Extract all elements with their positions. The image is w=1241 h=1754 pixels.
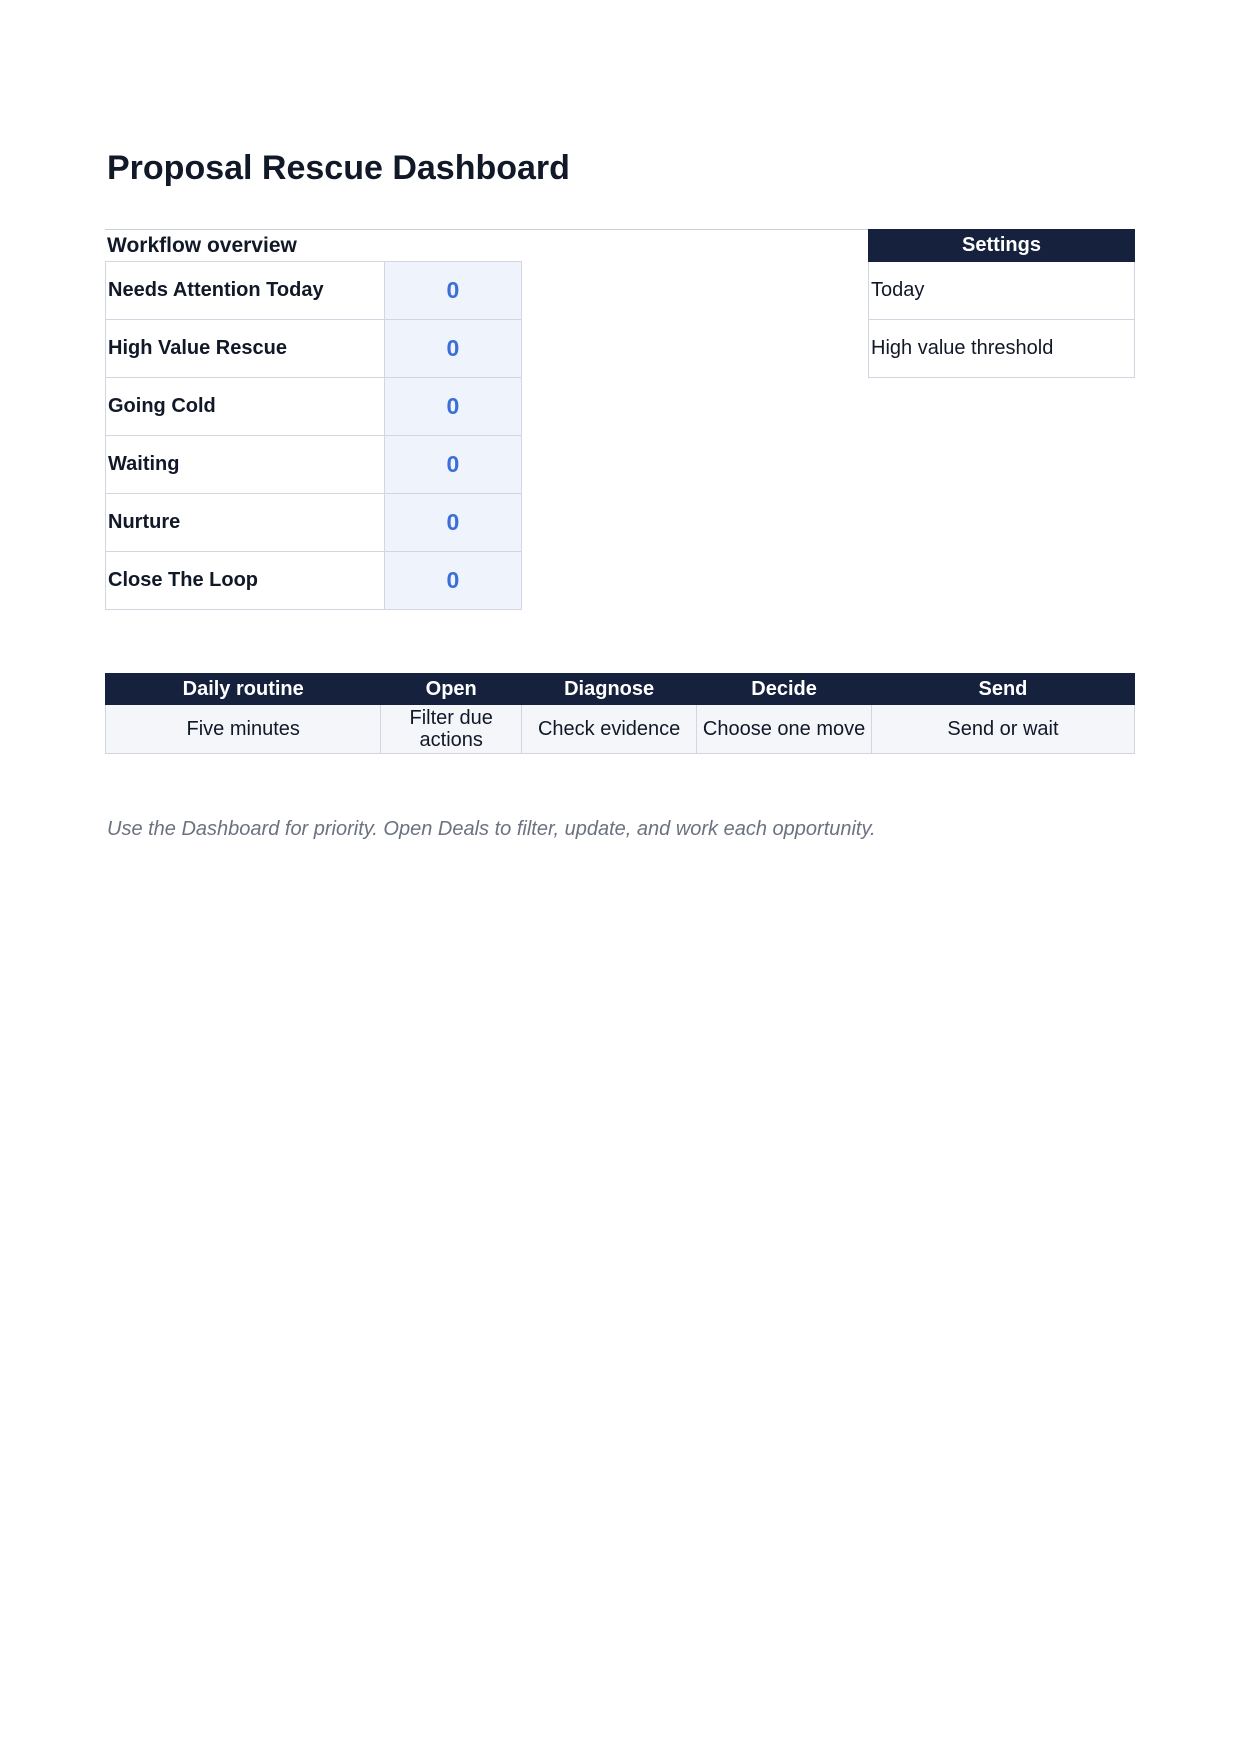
routine-header: Open [381, 674, 522, 705]
settings-table [868, 229, 1135, 378]
overview-count[interactable]: 0 [384, 262, 521, 320]
routine-cell[interactable]: Filter due actions [381, 705, 522, 754]
overview-label: Nurture [106, 494, 385, 552]
overview-row [106, 320, 522, 378]
routine-cell[interactable]: Choose one move [697, 705, 872, 754]
overview-label: Close The Loop [106, 552, 385, 610]
workflow-overview-heading: Workflow overview [107, 234, 297, 257]
overview-label: Waiting [106, 436, 385, 494]
routine-header: Send [871, 674, 1134, 705]
routine-cell[interactable]: Send or wait [871, 705, 1134, 754]
routine-header: Diagnose [522, 674, 697, 705]
overview-count[interactable]: 0 [384, 378, 521, 436]
overview-row [106, 552, 522, 610]
overview-label: Needs Attention Today [106, 262, 385, 320]
overview-row [106, 378, 522, 436]
overview-row [106, 262, 522, 320]
routine-header: Decide [697, 674, 872, 705]
settings-heading: Settings [869, 230, 1135, 262]
page-title: Proposal Rescue Dashboard [107, 149, 570, 187]
overview-row [106, 494, 522, 552]
overview-label: Going Cold [106, 378, 385, 436]
usage-note: Use the Dashboard for priority. Open Deals to filter, update, and work each opportunity. [107, 818, 876, 840]
settings-row [869, 262, 1135, 320]
workflow-overview-table [105, 261, 522, 610]
settings-today-cell[interactable]: Today [869, 262, 1135, 320]
settings-row [869, 320, 1135, 378]
routine-row [106, 705, 1135, 754]
overview-count[interactable]: 0 [384, 552, 521, 610]
routine-header-row [106, 674, 1135, 705]
overview-count[interactable]: 0 [384, 436, 521, 494]
overview-label: High Value Rescue [106, 320, 385, 378]
overview-count[interactable]: 0 [384, 320, 521, 378]
overview-count[interactable]: 0 [384, 494, 521, 552]
routine-cell[interactable]: Five minutes [106, 705, 381, 754]
daily-routine-table [105, 673, 1135, 754]
routine-cell[interactable]: Check evidence [522, 705, 697, 754]
overview-row [106, 436, 522, 494]
routine-header: Daily routine [106, 674, 381, 705]
settings-threshold-cell[interactable]: High value threshold [869, 320, 1135, 378]
